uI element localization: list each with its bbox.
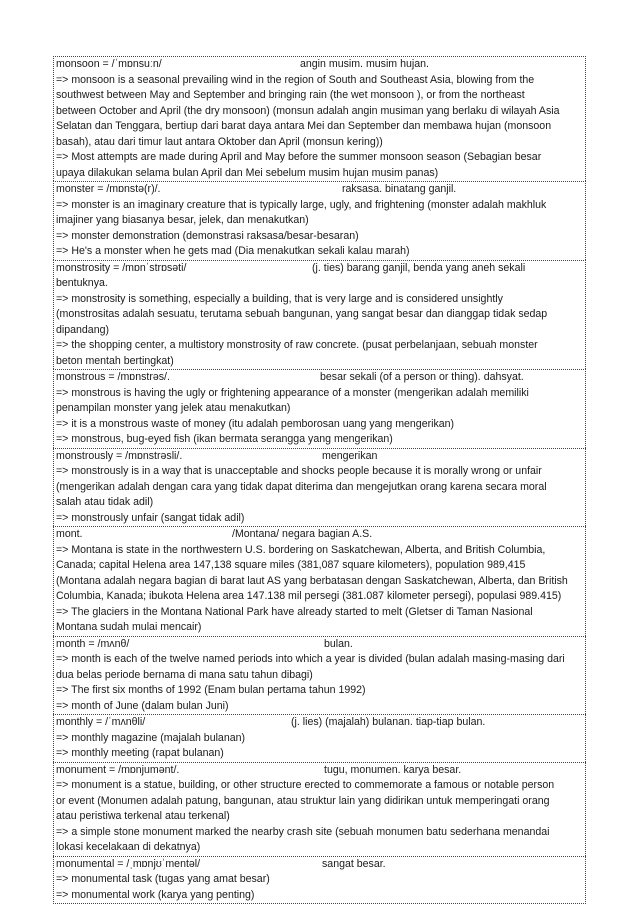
entry-text-line: => it is a monstrous waste of money (itu adalah pemborosan uang yang mengerikan)	[54, 417, 585, 433]
entry-text-line: => month of June (dalam bulan Juni)	[54, 699, 585, 715]
headword-pronunciation: monthly = /ˈmʌnθli/	[56, 715, 145, 731]
entry-headword-line	[54, 182, 585, 198]
entry-text-line: => the shopping center, a multistory monstrosity of raw concrete. (pusat perbelanjaan, sebuah monster	[54, 338, 585, 354]
entry-text-line: => Most attempts are made during April and May before the summer monsoon season (Sebagian besar	[54, 150, 585, 166]
headword-pronunciation: monumental = /ˌmɒnjʊˈmentəl/	[56, 857, 200, 873]
entry-text-line: => monstrously unfair (sangat tidak adil)	[54, 511, 585, 527]
dictionary-entry	[53, 526, 586, 636]
dictionary-document	[53, 56, 586, 904]
entry-text-line: basah), atau dari timur laut antara Oktober dan April (monsun kering))	[54, 135, 585, 151]
entry-text-line: imajiner yang biasanya besar, jelek, dan menakutkan)	[54, 213, 585, 229]
headword-translation: bulan.	[324, 637, 353, 653]
entry-text-line: beton mentah bertingkat)	[54, 354, 585, 370]
entry-headword-line	[54, 261, 585, 277]
entry-text-line: (Montana adalah negara bagian di barat laut AS yang berbatasan dengan Saskatchewan, Alberta, dan British	[54, 574, 585, 590]
entry-text-line: => monstrously is in a way that is unacceptable and shocks people because it is morally wrong or unfair	[54, 464, 585, 480]
headword-pronunciation: monument = /mɒnjumənt/.	[56, 763, 179, 779]
dictionary-entry	[53, 369, 586, 448]
headword-translation: (j. ties) barang ganjil, benda yang aneh sekali	[312, 261, 525, 277]
entry-text-line: (monstrositas adalah sesuatu, terutama sebuah bangunan, yang sangat besar dan dianggap tidak sedap	[54, 307, 585, 323]
dictionary-entry	[53, 856, 586, 904]
entry-text-line: salah atau tidak adil)	[54, 495, 585, 511]
headword-pronunciation: monsoon = /ˈmɒnsuːn/	[56, 57, 162, 73]
headword-pronunciation: month = /mʌnθ/	[56, 637, 129, 653]
headword-translation: tugu, monumen. karya besar.	[324, 763, 461, 779]
entry-text-line: or event (Monumen adalah patung, bangunan, atau struktur lain yang didirikan untuk memperingati orang	[54, 794, 585, 810]
entry-text-line: => monthly magazine (majalah bulanan)	[54, 731, 585, 747]
headword-pronunciation: mont.	[56, 527, 83, 543]
entry-text-line: Canada; capital Helena area 147,138 square miles (381,087 square kilometers), population 989,415	[54, 558, 585, 574]
entry-text-line: dua belas periode bernama di mana satu tahun dibagi)	[54, 668, 585, 684]
entry-headword-line	[54, 857, 585, 873]
entry-text-line: => Montana is state in the northwestern U.S. bordering on Saskatchewan, Alberta, and British Columbia,	[54, 543, 585, 559]
dictionary-entry	[53, 762, 586, 856]
entry-text-line: penampilan monster yang jelek atau menakutkan)	[54, 401, 585, 417]
dictionary-entry	[53, 260, 586, 370]
dictionary-entry	[53, 181, 586, 260]
entry-headword-line	[54, 57, 585, 73]
entry-text-line: => The first six months of 1992 (Enam bulan pertama tahun 1992)	[54, 683, 585, 699]
entry-text-line: => monumental work (karya yang penting)	[54, 888, 585, 904]
headword-pronunciation: monstrosity = /mɒnˈstrɒsəti/	[56, 261, 186, 277]
entry-text-line: upaya dilakukan selama bulan April dan Mei sebelum musim hujan musim panas)	[54, 166, 585, 182]
entry-text-line: => monstrous is having the ugly or frightening appearance of a monster (mengerikan adalah memiliki	[54, 386, 585, 402]
entry-text-line: => monstrosity is something, especially a building, that is very large and is considered unsightly	[54, 292, 585, 308]
headword-pronunciation: monster = /mɒnstə(r)/.	[56, 182, 161, 198]
entry-headword-line	[54, 715, 585, 731]
headword-translation: mengerikan	[322, 449, 377, 465]
headword-translation: /Montana/ negara bagian A.S.	[232, 527, 372, 543]
entry-text-line: Columbia, Kanada; ibukota Helena area 147.138 mil persegi (381.087 kilometer persegi), populasi 989.415)	[54, 589, 585, 605]
headword-translation: (j. lies) (majalah) bulanan. tiap-tiap bulan.	[291, 715, 485, 731]
entry-text-line: => monster demonstration (demonstrasi raksasa/besar-besaran)	[54, 229, 585, 245]
entry-text-line: => The glaciers in the Montana National Park have already started to melt (Gletser di Taman Nasional	[54, 605, 585, 621]
entry-text-line: lokasi kecelakaan di dekatnya)	[54, 840, 585, 856]
entry-text-line: atau peristiwa terkenal atau terkenal)	[54, 809, 585, 825]
dictionary-entry	[53, 714, 586, 762]
headword-translation: sangat besar.	[322, 857, 386, 873]
headword-translation: besar sekali (of a person or thing). dahsyat.	[320, 370, 524, 386]
dictionary-entry	[53, 56, 586, 181]
entry-headword-line	[54, 449, 585, 465]
headword-translation: raksasa. binatang ganjil.	[342, 182, 456, 198]
entry-text-line: (mengerikan adalah dengan cara yang tidak dapat diterima dan mengejutkan orang karena secara moral	[54, 480, 585, 496]
entry-text-line: southwest between May and September and bringing rain (the wet monsoon ), or from the northeast	[54, 88, 585, 104]
entry-text-line: between October and April (the dry monsoon) (monsun adalah angin musiman yang berlaku di wilayah Asia	[54, 104, 585, 120]
entry-text-line: => a simple stone monument marked the nearby crash site (sebuah monumen batu sederhana menandai	[54, 825, 585, 841]
headword-pronunciation: monstrous = /mɒnstrəs/.	[56, 370, 170, 386]
entry-headword-line	[54, 370, 585, 386]
entry-headword-line	[54, 527, 585, 543]
entry-text-line: => monstrous, bug-eyed fish (ikan bermata serangga yang mengerikan)	[54, 432, 585, 448]
entry-text-line: => monthly meeting (rapat bulanan)	[54, 746, 585, 762]
dictionary-entry	[53, 636, 586, 715]
entry-headword-line	[54, 637, 585, 653]
entry-text-line: => monumental task (tugas yang amat besar)	[54, 872, 585, 888]
entry-text-line: => month is each of the twelve named periods into which a year is divided (bulan adalah masing-masing dari	[54, 652, 585, 668]
entry-text-line: Montana sudah mulai mencair)	[54, 620, 585, 636]
entry-text-line: bentuknya.	[54, 276, 585, 292]
entry-text-line: => He's a monster when he gets mad (Dia menakutkan sekali kalau marah)	[54, 244, 585, 260]
entry-text-line: Selatan dan Tenggara, bertiup dari barat daya antara Mei dan September dan membawa hujan (monsoon	[54, 119, 585, 135]
dictionary-entry	[53, 448, 586, 527]
entry-text-line: => monument is a statue, building, or other structure erected to commemorate a famous or notable person	[54, 778, 585, 794]
entry-text-line: => monster is an imaginary creature that is typically large, ugly, and frightening (monster adalah makhluk	[54, 198, 585, 214]
entry-text-line: => monsoon is a seasonal prevailing wind in the region of South and Southeast Asia, blowing from the	[54, 73, 585, 89]
entry-headword-line	[54, 763, 585, 779]
headword-pronunciation: monstrously = /mɒnstrəsli/.	[56, 449, 182, 465]
entry-text-line: dipandang)	[54, 323, 585, 339]
headword-translation: angin musim. musim hujan.	[300, 57, 429, 73]
